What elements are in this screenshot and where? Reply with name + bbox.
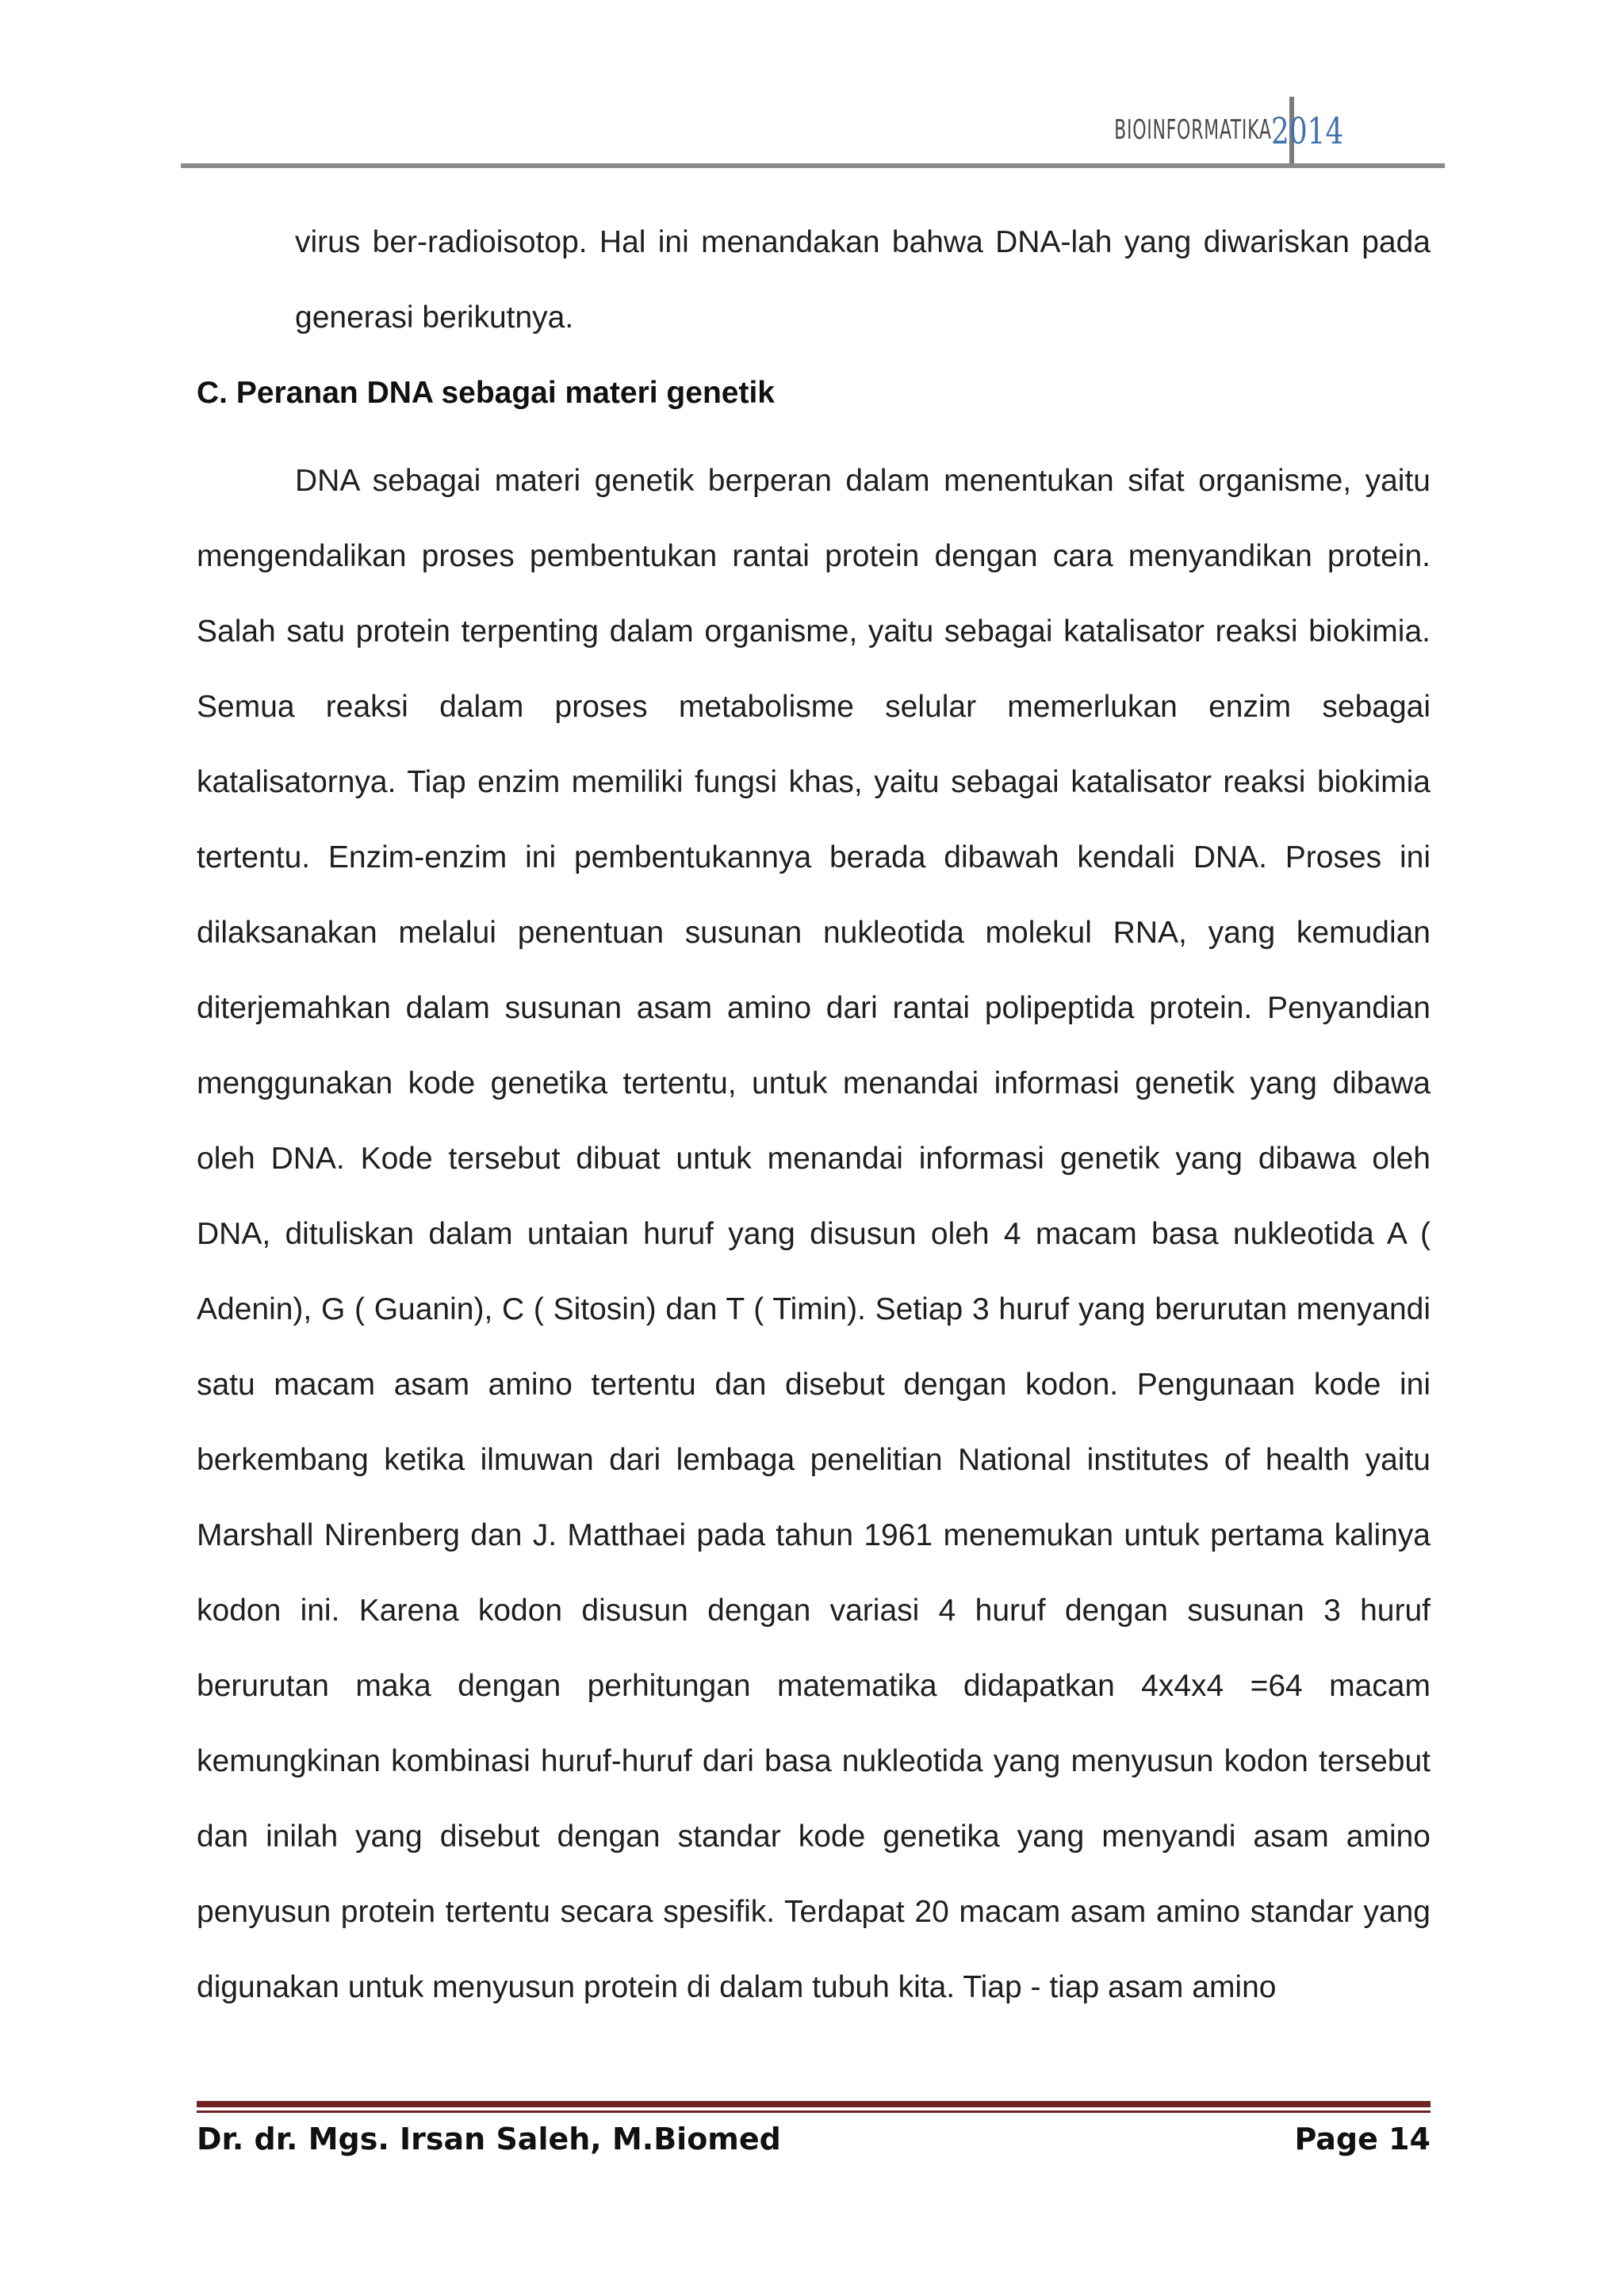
page-footer xyxy=(197,2101,1431,2164)
header-rule xyxy=(181,163,1445,168)
page-content xyxy=(197,205,1431,2025)
header-year: 2014 xyxy=(1270,109,1344,152)
book-title: BIOINFORMATIKA xyxy=(1114,114,1272,146)
footer-rule-thick xyxy=(197,2101,1431,2107)
section-heading: C. Peranan DNA sebagai materi genetik xyxy=(197,376,775,410)
footer-author: Dr. dr. Mgs. Irsan Saleh, M.Biomed xyxy=(197,2122,781,2156)
body-paragraph: DNA sebagai materi genetik berperan dalam menentukan sifat organisme, yaitu mengendalikan proses pembentukan rantai protein dengan cara menyandikan protein. Salah satu protein terpenting dalam organisme, yaitu sebagai katalisator reaksi biokimia. Semua reaksi dalam proses metabolisme selular memerlukan enzim sebagai katalisatornya. Tiap enzim memiliki fungsi khas, yaitu sebagai katalisator reaksi biokimia tertentu. Enzim-enzim ini pembentukannya berada dibawah kendali DNA. Proses ini dilaksanakan melalui penentuan susunan nukleotida molekul RNA, yang kemudian diterjemahkan dalam susunan asam amino dari rantai polipeptida protein. Penyandian menggunakan kode genetika tertentu, untuk menandai informasi genetik yang dibawa oleh DNA. Kode tersebut dibuat untuk menandai informasi genetik yang dibawa oleh DNA, dituliskan dalam untaian huruf yang disusun oleh 4 macam basa nukleotida A ( Adenin), G ( Guanin), C ( Sitosin) dan T ( Timin). Setiap 3 huruf yang berurutan menyandi satu macam asam amino tertentu dan disebut dengan kodon. Pengunaan kode ini berkembang ketika ilmuwan dari lembaga penelitian National institutes of health yaitu Marshall Nirenberg dan J. Matthaei pada tahun 1961 menemukan untuk pertama kalinya kodon ini. Karena kodon disusun dengan variasi 4 huruf dengan susunan 3 huruf berurutan maka dengan perhitungan matematika didapatkan 4x4x4 =64 macam kemungkinan kombinasi huruf-huruf dari basa nukleotida yang menyusun kodon tersebut dan inilah yang disebut dengan standar kode genetika yang menyandi asam amino penyusun protein tertentu secara spesifik. Terdapat 20 macam asam amino standar yang digunakan untuk menyusun protein di dalam tubuh kita. Tiap - tiap asam amino xyxy=(197,464,1431,2004)
continuation-paragraph: virus ber-radioisotop. Hal ini menandakan bahwa DNA-lah yang diwariskan pada generasi berikutnya. xyxy=(295,225,1431,335)
page-header xyxy=(181,94,1445,170)
footer-rule-thin xyxy=(197,2110,1431,2113)
page-number: Page 14 xyxy=(1294,2122,1431,2156)
